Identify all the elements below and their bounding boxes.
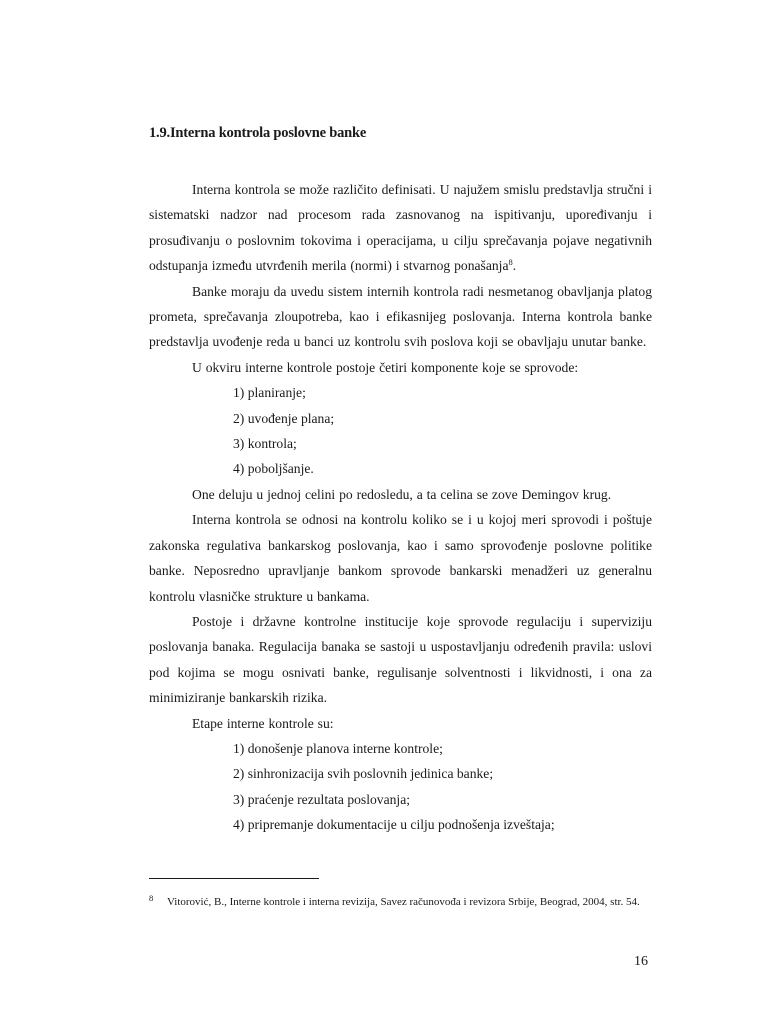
section-heading: 1.9.Interna kontrola poslovne banke	[149, 125, 367, 141]
footnote-number: 8	[149, 893, 154, 903]
footnote-divider	[149, 878, 319, 879]
list-item: 2) sinhronizacija svih poslovnih jedinica banke;	[233, 766, 494, 782]
footnote-text: Vitorović, B., Interne kontrole i interna revizija, Savez računovođa i revizora Srbije, Beograd, 2004, str. 54.	[167, 896, 640, 908]
paragraph: One deluju u jednoj celini po redosledu, a ta celina se zove Demingov krug.	[192, 486, 612, 502]
paragraph: Postoje i državne kontrolne institucije koje sprovode regulaciju i superviziju poslovanja banaka. Regulacija banaka se sastoji u uspostavljanju određenih pravila: uslovi pod kojima se mogu osnivati banke, regulisanje solventnosti i likvidnosti, i ona za minimiziranje bankarskih rizika.	[149, 613, 652, 706]
body-text	[149, 177, 652, 838]
list-item: 4) poboljšanje.	[233, 461, 314, 477]
paragraph: Etape interne kontrole su:	[192, 715, 334, 731]
paragraph: U okviru interne kontrole postoje četiri komponente koje se sprovode:	[192, 359, 579, 375]
components-list	[149, 380, 652, 482]
paragraph-text: Interna kontrola se može različito definisati. U najužem smislu predstavlja stručni i sistematski nadzor nad procesom rada zasnovanog na ispitivanju, upoređivanju i prosuđivanju o poslovnim tokovima i operacijama, u cilju sprečavanja pojave negativnih odstupanja između utvrđenih merila (normi) i stvarnog ponašanja	[149, 182, 652, 274]
paragraph: Interna kontrola se odnosi na kontrolu koliko se i u kojoj meri sprovodi i poštuje zakonska regulativa bankarskog poslovanja, kao i samo sprovođenje poslovne politike banke. Neposredno upravljanje bankom sprovode bankarski menadžeri uz generalnu kontrolu vlasničke strukture u bankama.	[149, 512, 652, 604]
paragraph-text-end: .	[512, 258, 517, 274]
footnote-reference[interactable]: 8	[508, 257, 513, 268]
list-item: 1) planiranje;	[233, 385, 306, 401]
paragraph	[149, 177, 652, 279]
list-item: 4) pripremanje dokumentacije u cilju podnošenja izveštaja;	[233, 817, 555, 833]
stages-list	[149, 736, 652, 838]
list-item: 2) uvođenje plana;	[233, 410, 335, 426]
list-item: 3) praćenje rezultata poslovanja;	[233, 791, 411, 807]
footnote	[149, 891, 659, 913]
list-item: 1) donošenje planova interne kontrole;	[233, 740, 443, 756]
list-item: 3) kontrola;	[233, 436, 297, 452]
paragraph: Banke moraju da uvedu sistem internih kontrola radi nesmetanog obavljanja platog prometa, sprečavanja zloupotreba, kao i efikasnijeg poslovanja. Interna kontrola banke predstavlja uvođenje reda u banci uz kontrolu svih poslova koji se obavljaju unutar banke.	[149, 283, 652, 350]
page-number: 16	[634, 954, 648, 969]
